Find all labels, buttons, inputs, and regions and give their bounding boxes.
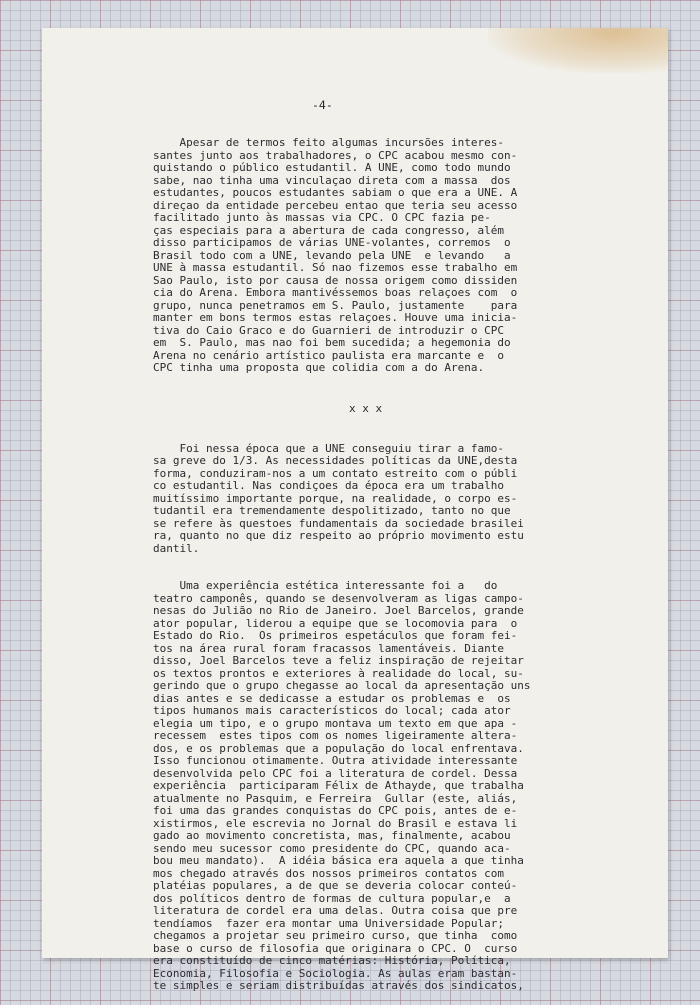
paragraph-peasant-theater	[153, 580, 531, 993]
text-line: teatro camponês, quando se desenvolveram as ligas campo-	[153, 591, 524, 605]
text-line: disso participamos de várias UNE-volantes, corremos o	[153, 236, 511, 249]
text-line: Sao Paulo, isto por causa de nossa origem como dissiden	[153, 273, 518, 287]
text-line: direçao da entidade percebeu entao que teria seu acesso	[153, 198, 518, 212]
text-line: co estudantil. Nas condiçoes da época era um trabalho	[153, 479, 504, 492]
text-line: te simples e seriam distribuídas através dos sindicatos,	[153, 979, 524, 992]
text-line: CPC tinha uma proposta que colidia com a do Arena.	[153, 361, 485, 374]
section-separator: x x x	[349, 401, 383, 415]
text-line: Uma experiência estética interessante foi a do	[153, 579, 498, 592]
text-line: dias antes e se dedicasse a estudar os problemas e os	[153, 691, 511, 705]
text-line: bou meu mandato). A idéia básica era aquela a que tinha	[153, 854, 524, 867]
text-line: mos chegado através dos nossos primeiros contatos com	[153, 866, 504, 880]
text-line: chegamos a projetar seu primeiro curso, que tinha como	[153, 929, 518, 942]
text-line: Isso funcionou otimamente. Outra atividade interessante	[153, 754, 518, 767]
text-line: santes junto aos trabalhadores, o CPC acabou mesmo con-	[153, 148, 518, 162]
text-line: disso, Joel Barcelos teve a feliz inspiração de rejeitar	[153, 654, 524, 667]
text-line: sa greve do 1/3. As necessidades políticas da UNE,desta	[153, 454, 518, 467]
text-line: Estado do Rio. Os primeiros espetáculos que foram fei-	[153, 629, 518, 642]
text-line: dantil.	[153, 541, 200, 555]
text-line: tipos humanos mais característicos do local; cada ator	[153, 704, 511, 717]
text-line: recessem estes tipos com os nomes ligeiramente altera-	[153, 729, 518, 742]
paragraph-une	[153, 137, 531, 375]
paper-stain	[488, 28, 668, 73]
text-line: quistando o público estudantil. A UNE, como todo mundo	[153, 161, 511, 174]
text-line: os textos prontos e exteriores à realidade do local, su-	[153, 666, 524, 680]
text-line: tendíamos fazer era montar uma Universidade Popular;	[153, 916, 504, 930]
text-line: gado ao movimento concretista, mas, finalmente, acabou	[153, 829, 511, 842]
paragraph-strike	[153, 443, 531, 556]
text-line: desenvolvida pelo CPC foi a literatura de cordel. Dessa	[153, 766, 518, 780]
text-line: experiência participaram Félix de Athayde, que trabalha	[153, 779, 524, 792]
text-line: sendo meu sucessor como presidente do CPC, quando aca-	[153, 841, 511, 855]
text-line: Foi nessa época que a UNE conseguiu tirar a famo-	[153, 441, 504, 455]
text-line: manter em bons termos estas relaçoes. Houve uma inicia-	[153, 311, 518, 324]
text-line: Apesar de termos feito algumas incursões interes-	[153, 136, 504, 149]
text-line: grupo, nunca penetramos em S. Paulo, justamente para	[153, 298, 518, 312]
text-line: Economia, Filosofia e Sociologia. As aulas eram bastan-	[153, 966, 518, 980]
text-line: literatura de cordel era uma delas. Outra coisa que pre	[153, 904, 518, 917]
text-line: cia do Arena. Embora mantivéssemos boas relaçoes com o	[153, 286, 518, 299]
text-line: era constituído de cinco matérias: História, Política,	[153, 954, 511, 967]
text-line: gerindo que o grupo chegasse ao local da apresentação uns	[153, 679, 531, 692]
text-line: ra, quanto no que diz respeito ao próprio movimento estu	[153, 529, 524, 542]
body-text	[153, 112, 531, 1005]
page-number: -4-	[312, 98, 333, 112]
text-line: forma, conduziram-nos a um contato estreito com o públi	[153, 466, 518, 480]
text-line: estudantes, poucos estudantes sabiam o que era a UNE. A	[153, 186, 518, 199]
text-line: atualmente no Pasquim, e Ferreira Gullar (este, aliás,	[153, 791, 518, 805]
text-line: dos políticos dentro de formas de cultura popular,e a	[153, 891, 511, 905]
text-line: Arena no cenário artístico paulista era marcante e o	[153, 348, 504, 362]
text-line: nesas do Julião no Rio de Janeiro. Joel Barcelos, grande	[153, 604, 524, 617]
text-line: facilitado junto às massas via CPC. O CPC fazia pe-	[153, 211, 491, 224]
text-line: Brasil todo com a UNE, levando pela UNE e levando a	[153, 248, 511, 262]
text-line: foi uma das grandes conquistas do CPC pois, antes de e-	[153, 804, 518, 817]
text-line: tudantil era tremendamente despolitizado, tanto no que	[153, 504, 511, 517]
text-line: tos na área rural foram fracassos lamentáveis. Diante	[153, 641, 504, 655]
text-line: elegia um tipo, e o grupo montava um texto em que apa -	[153, 716, 518, 730]
text-line: xistirmos, ele escrevia no Jornal do Brasil e estava li	[153, 816, 518, 830]
text-line: se refere às questoes fundamentais da sociedade brasilei	[153, 516, 524, 530]
text-line: tiva do Caio Graco e do Guarnieri de introduzir o CPC	[153, 323, 504, 337]
text-line: sabe, nao tinha uma vinculaçao direta com a massa dos	[153, 173, 511, 187]
text-line: UNE à massa estudantil. Só nao fizemos esse trabalho em	[153, 261, 518, 274]
text-line: platéias populares, a de que se deveria colocar conteú-	[153, 879, 518, 892]
text-line: muitíssimo importante porque, na realidade, o corpo es-	[153, 491, 518, 505]
text-line: ças especiais para a abertura de cada congresso, além	[153, 223, 504, 237]
text-line: ator popular, liderou a equipe que se locomovia para o	[153, 616, 518, 630]
text-line: em S. Paulo, mas nao foi bem sucedida; a hegemonia do	[153, 336, 511, 349]
text-line: dos, e os problemas que a população do local enfrentava.	[153, 741, 524, 755]
text-line: base o curso de filosofia que originara o CPC. O curso	[153, 941, 518, 955]
